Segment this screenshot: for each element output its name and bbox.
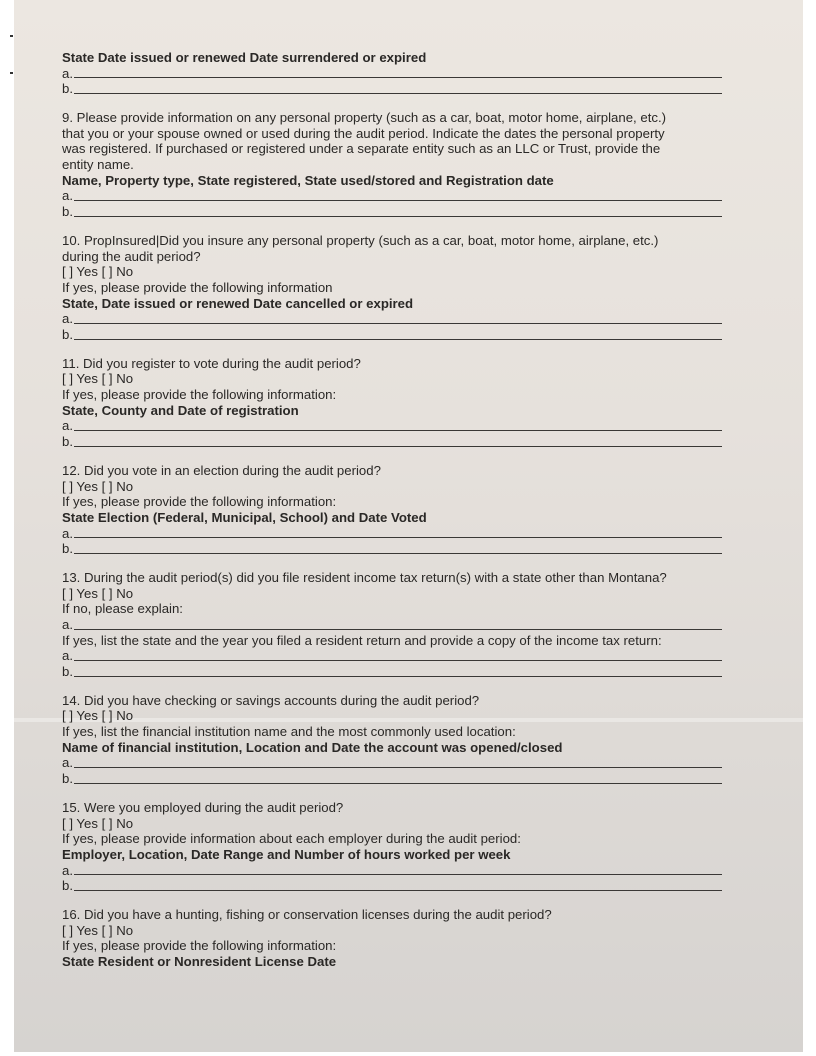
field-heading: Name of financial institution, Location and Date the account was opened/closed bbox=[62, 739, 563, 755]
question-text: If yes, please provide the following information: bbox=[62, 938, 337, 954]
answer-underline[interactable] bbox=[74, 200, 722, 201]
answer-line-label: a. bbox=[62, 525, 73, 541]
answer-line-label: b. bbox=[62, 664, 73, 680]
answer-line[interactable] bbox=[62, 204, 722, 220]
answer-line-label: b. bbox=[62, 204, 73, 220]
question-10 bbox=[62, 233, 722, 343]
answer-line[interactable] bbox=[62, 327, 722, 343]
answer-underline[interactable] bbox=[74, 323, 722, 324]
answer-line-label: b. bbox=[62, 541, 73, 557]
field-heading: State, County and Date of registration bbox=[62, 402, 299, 418]
answer-line[interactable] bbox=[62, 863, 722, 879]
answer-underline[interactable] bbox=[74, 890, 722, 891]
questionnaire-content bbox=[62, 50, 722, 983]
answer-underline[interactable] bbox=[74, 77, 722, 78]
answer-line-label: b. bbox=[62, 326, 73, 342]
answer-line[interactable] bbox=[62, 311, 722, 327]
answer-line[interactable] bbox=[62, 434, 722, 450]
yes-no-checkboxes[interactable]: [ ] Yes [ ] No bbox=[62, 815, 134, 831]
question-text: If no, please explain: bbox=[62, 601, 183, 617]
field-heading: Employer, Location, Date Range and Number of hours worked per week bbox=[62, 846, 511, 862]
answer-underline[interactable] bbox=[74, 874, 722, 875]
answer-line[interactable] bbox=[62, 81, 722, 97]
answer-underline[interactable] bbox=[74, 629, 722, 630]
answer-line[interactable] bbox=[62, 617, 722, 633]
answer-underline[interactable] bbox=[74, 676, 722, 677]
answer-underline[interactable] bbox=[74, 216, 722, 217]
answer-underline[interactable] bbox=[74, 553, 722, 554]
answer-line[interactable] bbox=[62, 771, 722, 787]
question-text: If yes, list the financial institution name and the most commonly used location: bbox=[62, 724, 516, 740]
answer-underline[interactable] bbox=[74, 430, 722, 431]
answer-line[interactable] bbox=[62, 664, 722, 680]
question-text: 13. During the audit period(s) did you file resident income tax return(s) with a state other than Montana? bbox=[62, 569, 667, 585]
question-8-tail bbox=[62, 50, 722, 97]
yes-no-checkboxes[interactable]: [ ] Yes [ ] No bbox=[62, 264, 134, 280]
question-16 bbox=[62, 907, 722, 970]
answer-line-label: a. bbox=[62, 188, 73, 204]
question-text: entity name. bbox=[62, 157, 134, 173]
answer-line-label: a. bbox=[62, 418, 73, 434]
answer-line[interactable] bbox=[62, 756, 722, 772]
field-heading: State, Date issued or renewed Date cancelled or expired bbox=[62, 295, 414, 311]
answer-underline[interactable] bbox=[74, 660, 722, 661]
answer-line-label: a. bbox=[62, 862, 73, 878]
question-15 bbox=[62, 800, 722, 894]
margin-mark bbox=[10, 72, 13, 74]
question-13 bbox=[62, 570, 722, 680]
answer-line[interactable] bbox=[62, 878, 722, 894]
answer-line-label: a. bbox=[62, 648, 73, 664]
question-text: 15. Were you employed during the audit period? bbox=[62, 799, 344, 815]
question-text: If yes, please provide the following information: bbox=[62, 494, 337, 510]
answer-underline[interactable] bbox=[74, 783, 722, 784]
answer-line-label: b. bbox=[62, 434, 73, 450]
question-text: If yes, please provide information about each employer during the audit period: bbox=[62, 831, 521, 847]
question-text: during the audit period? bbox=[62, 248, 201, 264]
question-text: If yes, list the state and the year you filed a resident return and provide a copy of the income tax return: bbox=[62, 632, 662, 648]
question-text: If yes, please provide the following information bbox=[62, 279, 333, 295]
question-text: was registered. If purchased or registered under a separate entity such as an LLC or Trust, provide the bbox=[62, 141, 661, 157]
answer-underline[interactable] bbox=[74, 446, 722, 447]
answer-underline[interactable] bbox=[74, 537, 722, 538]
question-12 bbox=[62, 463, 722, 557]
answer-underline[interactable] bbox=[74, 339, 722, 340]
field-heading: State Election (Federal, Municipal, School) and Date Voted bbox=[62, 509, 427, 525]
question-11 bbox=[62, 356, 722, 450]
answer-underline[interactable] bbox=[74, 767, 722, 768]
answer-line-label: b. bbox=[62, 878, 73, 894]
answer-line-label: b. bbox=[62, 81, 73, 97]
field-heading: State Resident or Nonresident License Date bbox=[62, 954, 337, 970]
question-text: 14. Did you have checking or savings accounts during the audit period? bbox=[62, 692, 480, 708]
yes-no-checkboxes[interactable]: [ ] Yes [ ] No bbox=[62, 478, 134, 494]
answer-line[interactable] bbox=[62, 189, 722, 205]
question-text: If yes, please provide the following information: bbox=[62, 387, 337, 403]
answer-line-label: a. bbox=[62, 311, 73, 327]
yes-no-checkboxes[interactable]: [ ] Yes [ ] No bbox=[62, 371, 134, 387]
field-heading: Name, Property type, State registered, State used/stored and Registration date bbox=[62, 172, 554, 188]
answer-line[interactable] bbox=[62, 526, 722, 542]
margin-mark bbox=[10, 35, 13, 37]
answer-line[interactable] bbox=[62, 66, 722, 82]
yes-no-checkboxes[interactable]: [ ] Yes [ ] No bbox=[62, 585, 134, 601]
answer-underline[interactable] bbox=[74, 93, 722, 94]
yes-no-checkboxes[interactable]: [ ] Yes [ ] No bbox=[62, 708, 134, 724]
answer-line-label: a. bbox=[62, 65, 73, 81]
answer-line-label: a. bbox=[62, 616, 73, 632]
question-text: 9. Please provide information on any personal property (such as a car, boat, motor home, airplane, etc.) bbox=[62, 110, 667, 126]
question-text: 16. Did you have a hunting, fishing or conservation licenses during the audit period? bbox=[62, 907, 552, 922]
question-text: 12. Did you vote in an election during the audit period? bbox=[62, 462, 381, 478]
answer-line-label: b. bbox=[62, 771, 73, 787]
yes-no-checkboxes[interactable]: [ ] Yes [ ] No bbox=[62, 922, 134, 938]
answer-line[interactable] bbox=[62, 541, 722, 557]
answer-line-label: a. bbox=[62, 755, 73, 771]
answer-line[interactable] bbox=[62, 648, 722, 664]
field-heading: State Date issued or renewed Date surrendered or expired bbox=[62, 50, 427, 65]
question-14 bbox=[62, 693, 722, 787]
question-text: that you or your spouse owned or used during the audit period. Indicate the dates the personal property bbox=[62, 125, 665, 141]
answer-line[interactable] bbox=[62, 418, 722, 434]
question-text: 11. Did you register to vote during the audit period? bbox=[62, 355, 361, 371]
question-text: 10. PropInsured|Did you insure any personal property (such as a car, boat, motor home, airplane, etc.) bbox=[62, 232, 659, 248]
question-9 bbox=[62, 110, 722, 220]
